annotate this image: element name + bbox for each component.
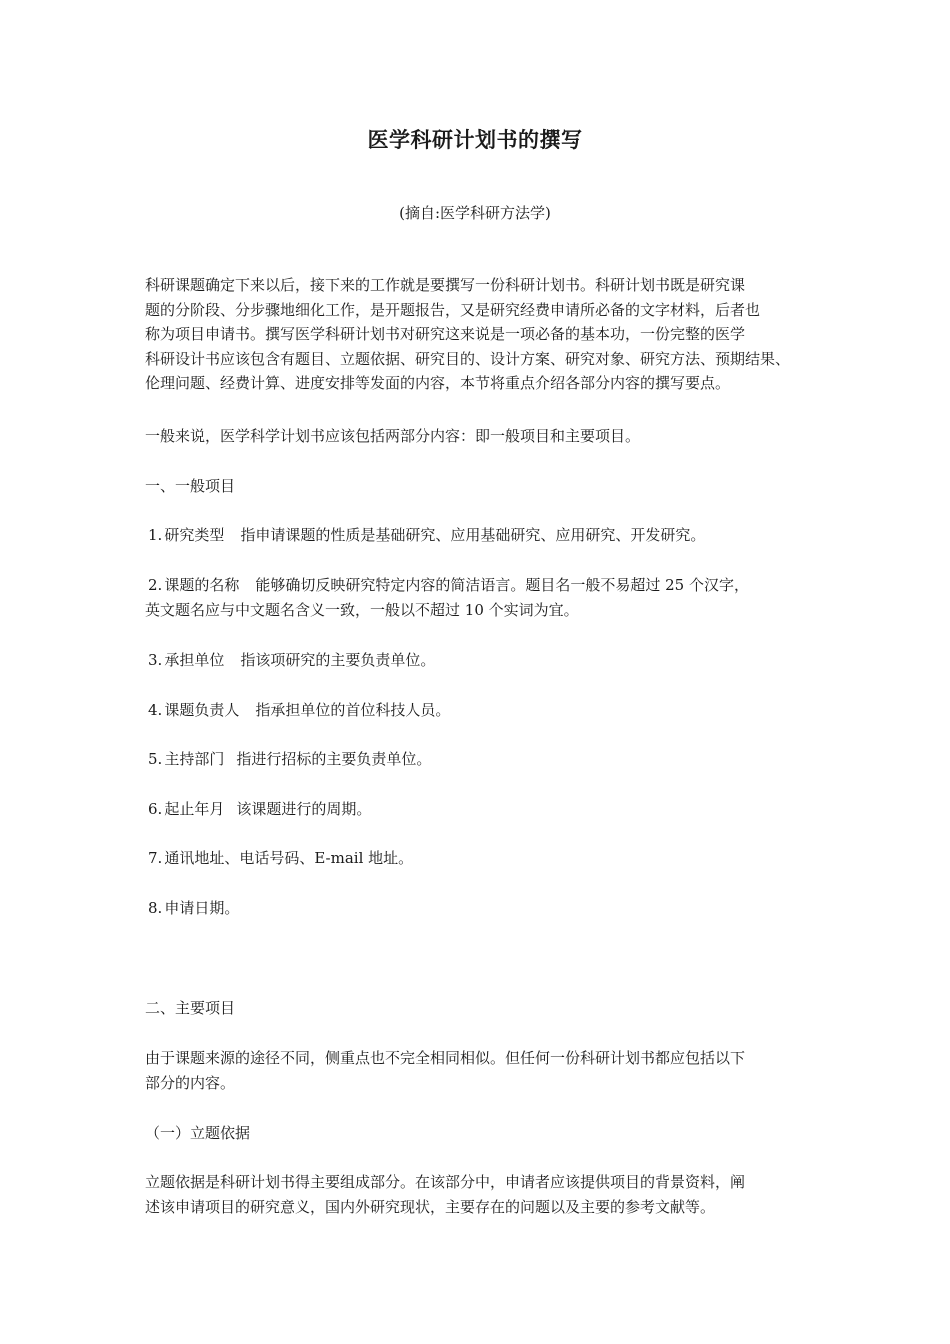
item-term: 研究类型 [164, 526, 225, 544]
item-description-continued: 英文题名应与中文题名含义一致，一般以不超过 10 个实词为宜。 [145, 600, 579, 619]
item-term: 承担单位 [164, 651, 225, 669]
item-term: 课题负责人 [164, 701, 240, 719]
item-number: 7. [148, 849, 163, 867]
item-number: 8. [148, 899, 163, 917]
item-number: 4. [148, 701, 163, 719]
item-description: 指承担单位的首位科技人员。 [255, 701, 451, 719]
subsection-line: 述该申请项目的研究意义，国内外研究现状，主要存在的问题以及主要的参考文献等。 [145, 1197, 716, 1216]
item-term: 通讯地址、电话号码、E-mail 地址。 [164, 849, 414, 867]
section2-intro-line: 由于课题来源的途径不同，侧重点也不完全相同相似。但任何一份科研计划书都应包括以下 [145, 1049, 746, 1067]
item-description: 指申请课题的性质是基础研究、应用基础研究、应用研究、开发研究。 [240, 526, 706, 544]
item-term: 课题的名称 [164, 576, 240, 594]
list-item [148, 846, 813, 871]
item-term: 起止年月 [164, 800, 225, 818]
item-description: 指该项研究的主要负责单位。 [240, 651, 436, 669]
subsection-paragraph [145, 1170, 813, 1219]
document-title: 医学科研计划书的撰写 [367, 127, 583, 152]
item-description: 指进行招标的主要负责单位。 [236, 750, 432, 768]
item-description: 该课题进行的周期。 [236, 800, 372, 818]
item-number: 3. [148, 651, 163, 669]
intro-line: 科研设计书应该包含有题目、立题依据、研究目的、设计方案、研究对象、研究方法、预期结果、 [145, 349, 791, 368]
general-statement: 一般来说，医学科学计划书应该包括两部分内容：即一般项目和主要项目。 [145, 427, 641, 445]
list-item [148, 797, 813, 822]
list-item [148, 698, 813, 723]
item-number: 2. [148, 576, 163, 594]
section1-heading: 一、一般项目 [145, 477, 236, 495]
list-item [148, 747, 813, 772]
item-number: 1. [148, 526, 163, 544]
subsection-line: 立题依据是科研计划书得主要组成部分。在该部分中，申请者应该提供项目的背景资料，阐 [145, 1173, 746, 1191]
item-term: 主持部门 [164, 750, 225, 768]
intro-paragraph [145, 273, 813, 396]
item-number: 5. [148, 750, 163, 768]
section2-intro-line: 部分的内容。 [145, 1073, 236, 1092]
list-item [148, 523, 813, 548]
intro-line: 科研课题确定下来以后，接下来的工作就是要撰写一份科研计划书。科研计划书既是研究课 [145, 276, 746, 294]
intro-line: 题的分阶段、分步骤地细化工作，是开题报告，又是研究经费申请所必备的文字材料，后者也 [145, 300, 761, 319]
item-term: 申请日期。 [164, 899, 240, 917]
intro-line: 伦理问题、经费计算、进度安排等发面的内容，本节将重点介绍各部分内容的撰写要点。 [145, 374, 731, 392]
item-number: 6. [148, 800, 163, 818]
list-item [148, 896, 813, 921]
section2-intro [145, 1046, 813, 1095]
item-description: 能够确切反映研究特定内容的简洁语言。题目名一般不易超过 25 个汉字， [255, 576, 749, 594]
list-item [148, 648, 813, 673]
document-subtitle: (摘自:医学科研方法学) [399, 204, 551, 222]
subsection-heading: （一）立题依据 [145, 1124, 251, 1142]
section2-heading: 二、主要项目 [145, 999, 236, 1017]
list-item [145, 573, 813, 622]
intro-line: 称为项目申请书。撰写医学科研计划书对研究这来说是一项必备的基本功，一份完整的医学 [145, 325, 746, 343]
